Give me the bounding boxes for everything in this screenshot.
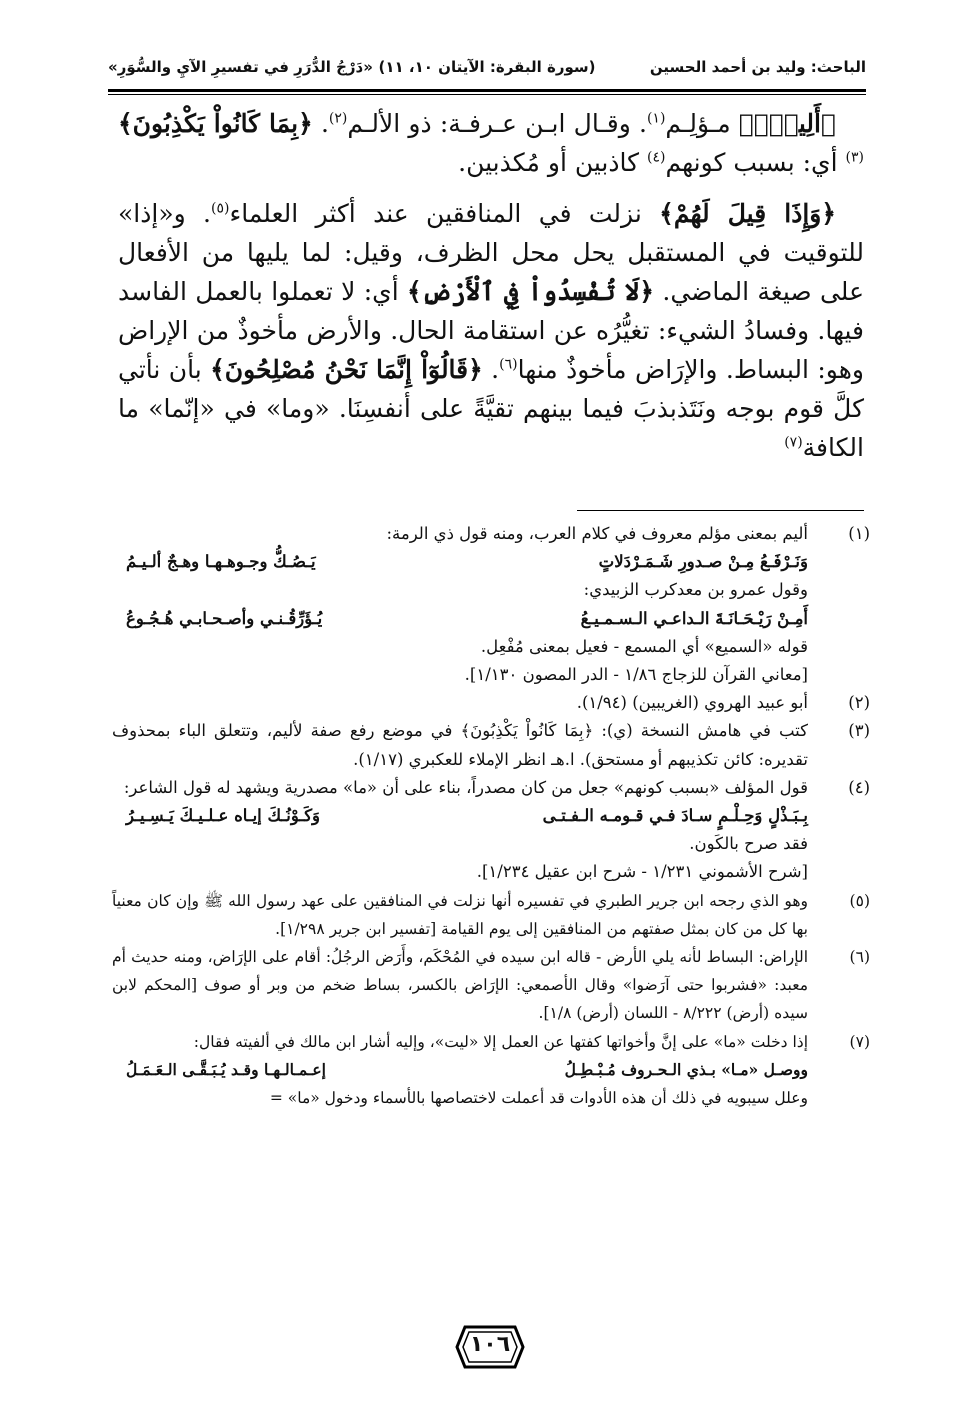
poetry-verse [112,802,808,830]
footnote-ref[interactable]: (٣) [845,149,864,166]
footnote-ref[interactable]: (١) [646,110,666,127]
text-run: أي: بسبب كونهم [665,148,846,177]
footnote-separator [577,510,864,511]
footnote-5 [112,887,870,943]
text-run: . [482,355,500,384]
text-run: بأن نأتي كلَّ قوم بوجه ونَتَذبذبَ فيما بينهم تقيَّةً على أنفسِنَا. «وما» في «إنّما» ما الكافة [118,355,864,462]
footnote-1 [112,520,870,689]
quran-quote: ﴿لَا تُفْسِدُواْ فِي ٱلْأَرْضِ﴾ [407,277,655,306]
text-run: نزلت في المنافقين عند أكثر العلماء [229,199,660,228]
footnote-text: قوله «السميع» أي المسمع - فعيل بمعنى مُفْعِل. [480,636,808,656]
text-run: أي: لا تعملوا بالعمل الفاسد فيها. وفسادُ الشيء: تغيُّرُه عن استقامة الحال. والأرض مأخوذٌ من الإراض وهو: البساط. والإرَاض مأخوذٌ منها [118,277,864,384]
header-author: الباحث: وليد بن أحمد الحسين [649,58,866,76]
footnote-number: (٥) [849,891,870,910]
header-rule-thin [108,94,866,95]
quran-quote: ﴿قَالُوٓاْ إِنَّمَا نَحْنُ مُصْلِحُونَ﴾ [210,355,483,384]
footnote-citation: [شرح الأشموني ١/٢٣١ - شرح ابن عقيل ١/٢٣٤]. [476,862,808,882]
footnote-ref[interactable]: (٧) [784,434,803,451]
text-run: . وقـال ابـن عـرفـة: ذو الألـم [347,109,647,138]
footnote-text: أليم بمعنى مؤلم معروف في كلام العرب، ومنه قول ذي الرمة: [386,524,808,543]
text-run: مـؤلِـم [665,109,739,138]
footnote-4 [112,774,870,887]
verse-hemistich-1: وَنَـرْفَـعُ مِـنْ صـدورِ شَـمَـرْدَلاتٍ [598,552,808,572]
poetry-verse [112,1056,808,1084]
quran-quote: ﴿وَإِذَا قِيلَ لَهُمْ﴾ [659,199,836,228]
footnote-3 [112,717,870,773]
footnote-text: قول المؤلف «بسبب كونهم» جعل من كان مصدراً، بناء على أن «ما» مصدرية ويشهد له قول الشاعر: [123,777,808,797]
footnote-text: وعلل سيبويه في ذلك أن هذه الأدوات قد أعملت لاختصاصها بالأسماء ودخول «ما» = [269,1089,808,1108]
verse-hemistich-2: يَـصُـكُّ وجـوهـهـا وهـجٌ ألـيـمُ [126,552,316,572]
poetry-verse [112,605,808,633]
footnote-text: فقد صرح بالكَون. [689,834,808,854]
footnote-number: (٦) [849,948,870,967]
footnote-text: إذا دخلت «ما» على إنَّ وأخواتها كفتها عن العمل إلا «ليت»، وإليه أشار ابن مالك في ألفيته فقال: [193,1032,808,1051]
footnote-text: وقول عمرو بن معدكرب الزبيدي: [583,580,808,600]
paragraph-2 [118,194,864,467]
verse-hemistich-2: إعـمـالـهـا وقـد يُـبَـقَّـى الـعَـمَـلُ [126,1059,326,1079]
text-run: . و«إذا» للتوقيت في المستقبل يحل محل الظرف، وقيل: لما يليها من الأفعال على صيغة الماضي. [118,199,864,306]
footnote-ref[interactable]: (٢) [328,110,348,127]
header-rule-thick [108,89,866,92]
footnote-6 [112,943,870,1028]
footnote-number: (١) [848,524,870,543]
header-surah: (سورة البقرة: الآيتان ١٠، ١١) [378,58,596,76]
footnotes [112,520,870,1112]
footnote-ref[interactable]: (٦) [499,356,518,373]
page-number-badge [455,1325,525,1369]
footnote-number: (٣) [848,721,870,741]
footnote-text: وهو الذي رجحه ابن جرير الطبري في تفسيره أنها نزلت في المنافقين على عهد رسول الله ﷺ وإن كان معنياً بها كل من كان بمثل صفتهم من المنافقين إلى يوم القيامة [تفسير ابن جرير ١/٢٩٨]. [112,891,808,938]
verse-hemistich-1: ووصـل «مـا» بـذي الـحـروف مُـبْـطِـلُ [564,1059,808,1079]
footnote-text: كتب في هامش النسخة (ي): ﴿بِمَا كَانُواْ يَكْذِبُونَ﴾ في موضع رفع صفة لأليم، وتتعلق الباء بمحذوف تقديره: كائن تكذيبهم أو مستحق). ا.هـ انظر الإملاء للعكبري (١/١٧). [112,721,808,769]
footnote-citation: [معاني القرآن للزجاج ١/٨٦ - الدر المصون ١/١٣٠]. [464,665,808,685]
footnote-7 [112,1028,870,1113]
footnote-ref[interactable]: (٥) [211,200,230,217]
verse-hemistich-1: أَمِـنْ رَيْـحَـانَـةَ الـداعـي الـسـمـيـعُ [580,608,808,628]
page-number: ١٠٦ [469,1332,511,1357]
footnote-2 [112,689,870,717]
text-run: كاذبين أو مُكذبين. [458,148,647,177]
verse-hemistich-2: يُـؤَرِّقُـنـي وأصـحـابـي هُـجُـوعُ [126,608,323,628]
footnote-text: أبو عبيد الهروي (الغريبين) (١/٩٤). [576,693,808,713]
quran-quote: ﴿بِمَا كَانُواْ يَكْذِبُونَ﴾ [118,109,313,138]
verse-hemistich-2: وَكَـوْنُـكَ إيـاه عـلـيـكَ يَـسِـيـرُ [126,806,321,826]
running-header [108,52,866,86]
main-text [118,104,864,467]
footnote-text: الإراض: البساط لأنه يلي الأرض - قاله ابن سيده في المُحْكَم، وأَرَض الرجُلُ: أقام على الإرَاض، ومنه حديث أم معبد: «فشربوا حتى آرَضوا» وقال الأصمعي: الإرَاض بالكسر، بساط ضخم من وبر أو صوف [المحكم لابن سيده (أرض) ٨/٢٢٢ - اللسان (أرض) ١/٨]. [112,948,808,1023]
verse-hemistich-1: بِـبَـذْلٍ وَحِـلْـمٍ سـادَ فـي قـومـه الـفـتـى [542,806,808,826]
paragraph-1 [118,104,864,182]
footnote-ref[interactable]: (٤) [646,149,666,166]
poetry-verse [112,548,808,576]
header-book-title: «دَرْجُ الدُّرَرِ في تفسيرِ الآيِ والسُّوَرِ» [108,58,373,76]
quran-quote: ﴿أَلِيمٌۢ﴾ [738,109,836,138]
footnote-number: (٢) [848,693,870,713]
footnote-number: (٤) [848,777,870,797]
text-run: . [312,109,329,138]
footnote-number: (٧) [849,1032,870,1051]
